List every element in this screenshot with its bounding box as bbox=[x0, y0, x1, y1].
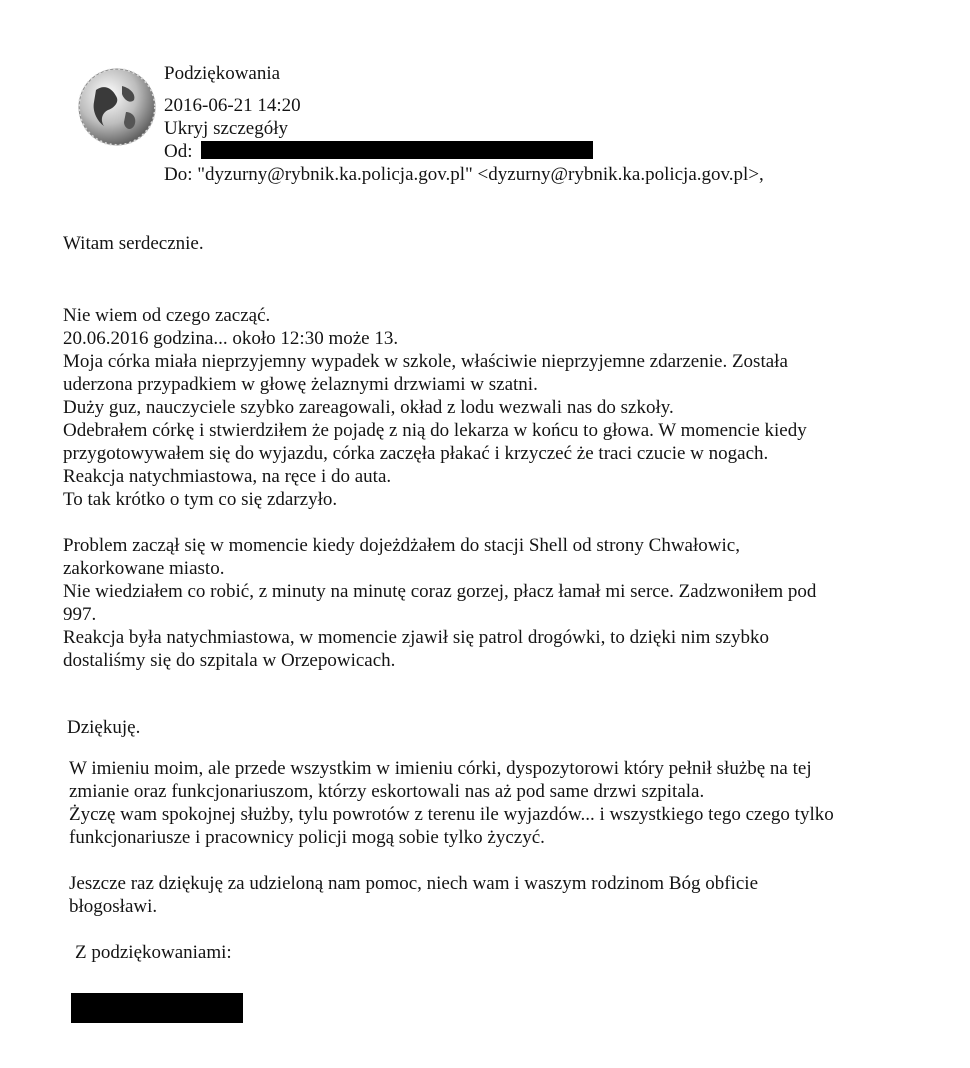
body-line: Problem zaczął się w momencie kiedy dojeżdżałem do stacji Shell od strony Chwałowic, bbox=[63, 535, 740, 556]
redacted-sender-block bbox=[201, 141, 593, 159]
body-line: 20.06.2016 godzina... około 12:30 może 13. bbox=[63, 328, 399, 349]
body-line: Jeszcze raz dziękuję za udzieloną nam pomoc, niech wam i waszym rodzinom Bóg obficie bbox=[69, 873, 759, 894]
email-datetime: 2016-06-21 14:20 bbox=[164, 95, 301, 116]
paragraph-blessing bbox=[69, 872, 943, 918]
body-line: dostaliśmy się do szpitala w Orzepowicach. bbox=[63, 650, 396, 671]
from-label: Od: bbox=[164, 141, 193, 162]
body-line: uderzona przypadkiem w głowę żelaznymi drzwiami w szatni. bbox=[63, 374, 538, 395]
body-line: Życzę wam spokojnej służby, tylu powrotów z terenu ile wyjazdów... i wszystkiego tego czego tylko bbox=[69, 804, 834, 825]
hide-details-link[interactable]: Ukryj szczegóły bbox=[164, 118, 288, 139]
to-label: Do: bbox=[164, 164, 193, 185]
body-line: Nie wiem od czego zacząć. bbox=[63, 305, 271, 326]
thanks-line: Dziękuję. bbox=[67, 717, 141, 738]
body-line: zakorkowane miasto. bbox=[63, 558, 225, 579]
body-line: funkcjonariusze i pracownicy policji mogą sobie tylko życzyć. bbox=[69, 827, 545, 848]
body-line: zmianie oraz funkcjonariuszom, którzy eskortowali nas aż pod same drzwi szpitala. bbox=[69, 781, 705, 802]
paragraph-gratitude bbox=[69, 757, 943, 849]
body-line: Moja córka miała nieprzyjemny wypadek w szkole, właściwie nieprzyjemne zdarzenie. Została bbox=[63, 351, 788, 372]
closing-line: Z podziękowaniami: bbox=[75, 942, 232, 963]
body-line: Odebrałem córkę i stwierdziłem że pojadę z nią do lekarza w końcu to głowa. W momencie kiedy bbox=[63, 420, 807, 441]
body-line: 997. bbox=[63, 604, 97, 625]
body-line: przygotowywałem się do wyjazdu, córka zaczęła płakać i krzyczeć że traci czucie w nogach. bbox=[63, 443, 769, 464]
paragraph-incident bbox=[63, 304, 943, 511]
greeting: Witam serdecznie. bbox=[63, 233, 204, 254]
to-address: "dyzurny@rybnik.ka.policja.gov.pl" <dyzurny@rybnik.ka.policja.gov.pl>, bbox=[197, 164, 764, 185]
email-subject: Podziękowania bbox=[164, 63, 281, 84]
body-line: Reakcja natychmiastowa, na ręce i do auta. bbox=[63, 466, 392, 487]
body-line: Nie wiedziałem co robić, z minuty na minutę coraz gorzej, płacz łamał mi serce. Zadzwoniłem pod bbox=[63, 581, 817, 602]
body-line: W imieniu moim, ale przede wszystkim w imieniu córki, dyspozytorowi który pełnił służbę na tej bbox=[69, 758, 812, 779]
redacted-signature-block bbox=[71, 993, 243, 1023]
to-row bbox=[164, 163, 764, 186]
body-line: Duży guz, nauczyciele szybko zareagowali, okład z lodu wezwali nas do szkoły. bbox=[63, 397, 674, 418]
email-body bbox=[63, 232, 943, 964]
body-line: To tak krótko o tym co się zdarzyło. bbox=[63, 489, 338, 510]
paragraph-problem bbox=[63, 534, 943, 672]
body-line: błogosławi. bbox=[69, 896, 158, 917]
from-row bbox=[164, 140, 764, 163]
body-line: Reakcja była natychmiastowa, w momencie zjawił się patrol drogówki, to dzięki nim szybko bbox=[63, 627, 769, 648]
email-header bbox=[164, 62, 764, 186]
globe-avatar-icon bbox=[76, 66, 158, 148]
